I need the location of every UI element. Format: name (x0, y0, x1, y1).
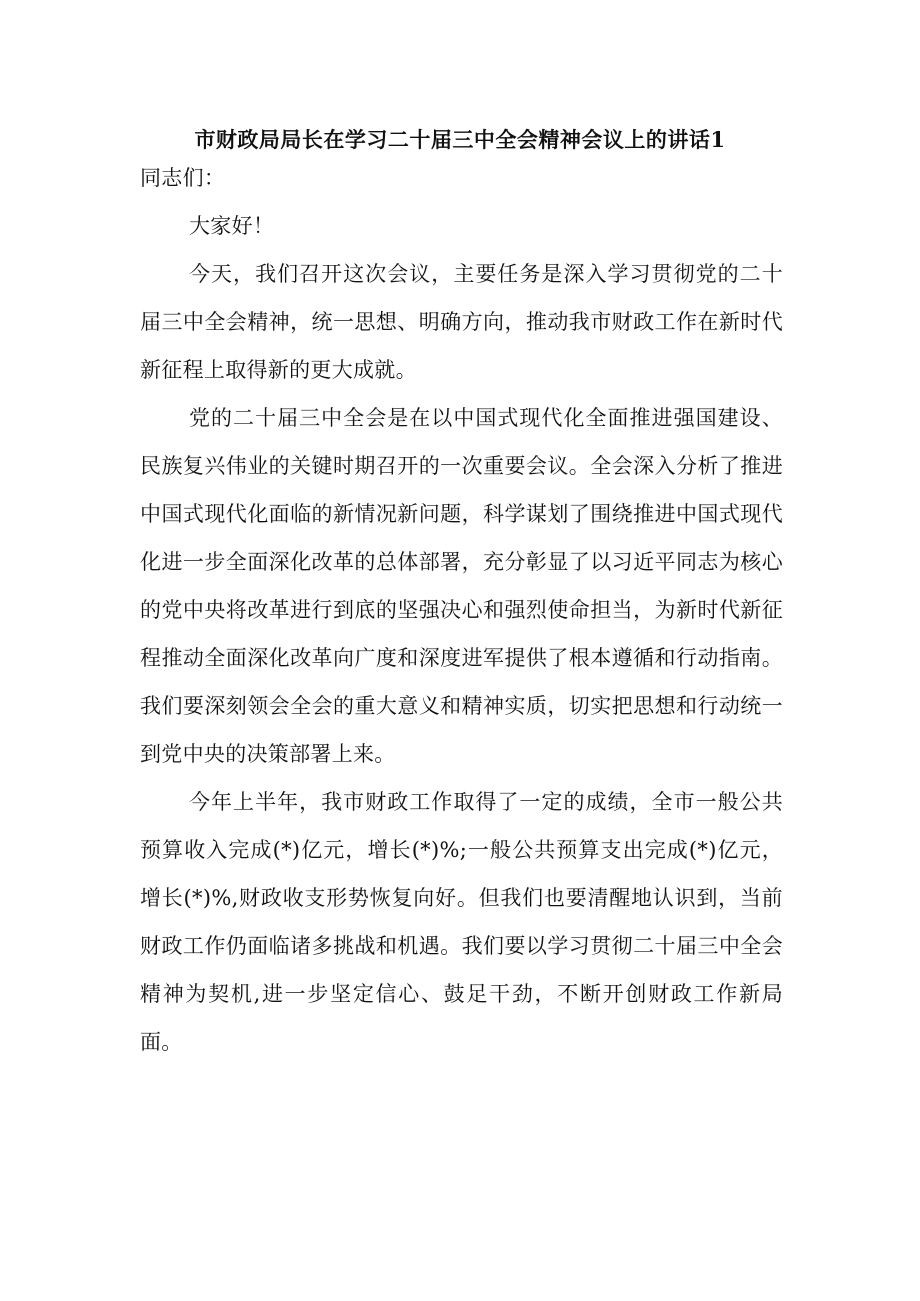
paragraph-plenum-significance: 党的二十届三中全会是在以中国式现代化全面推进强国建设、民族复兴伟业的关键时期召开的一次重要会议。全会深入分析了推进中国式现代化面临的新情况新问题，科学谋划了围绕推进中国式现代化进一步全面深化改革的总体部署，充分彰显了以习近平同志为核心的党中央将改革进行到底的坚强决心和强烈使命担当，为新时代新征程推动全面深化改革向广度和深度进军提供了根本遵循和行动指南。我们要深刻领会全会的重大意义和精神实质，切实把思想和行动统一到党中央的决策部署上来。 (140, 406, 783, 766)
document-body (140, 154, 783, 1066)
salutation: 同志们： (140, 166, 226, 190)
paragraph-opening: 今天，我们召开这次会议，主要任务是深入学习贯彻党的二十届三中全会精神，统一思想、明确方向，推动我市财政工作在新时代新征程上取得新的更大成就。 (140, 262, 783, 382)
greeting: 大家好！ (189, 214, 275, 238)
document-title: 市财政局局长在学习二十届三中全会精神会议上的讲话1 (194, 127, 726, 152)
paragraph-fiscal-performance: 今年上半年，我市财政工作取得了一定的成绩，全市一般公共预算收入完成(*)亿元，增长(*)%;一般公共预算支出完成(*)亿元，增长(*)%,财政收支形势恢复向好。但我们也要清醒地认识到，当前财政工作仍面临诸多挑战和机遇。我们要以学习贯彻二十届三中全会精神为契机,进一步坚定信心、鼓足干劲，不断开创财政工作新局面。 (140, 790, 783, 1054)
